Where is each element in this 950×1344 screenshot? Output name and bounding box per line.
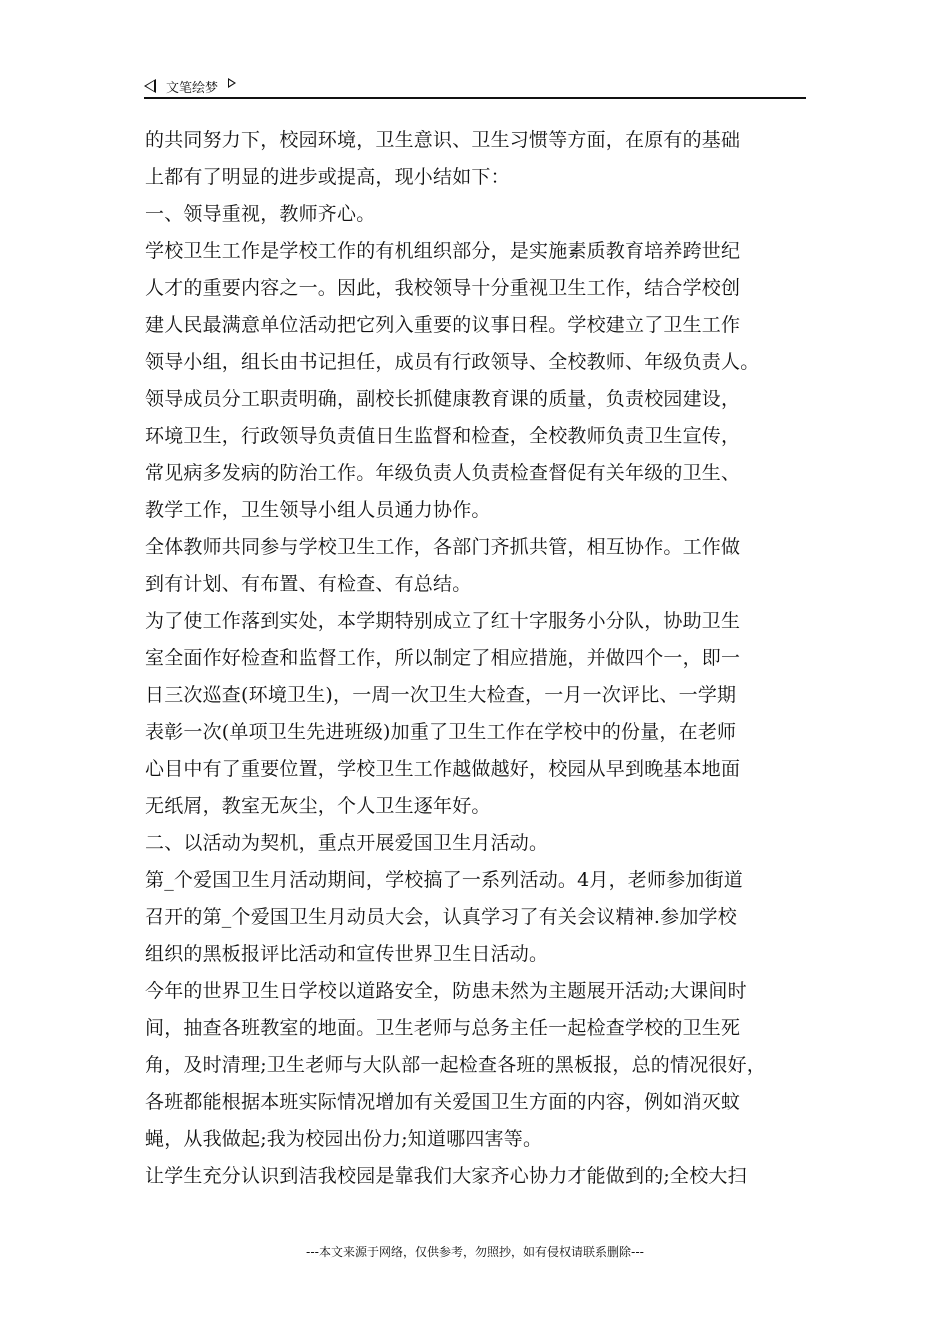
body-line: 让学生充分认识到洁我校园是靠我们大家齐心协力才能做到的;全校大扫 <box>145 1165 747 1187</box>
body-line: 各班都能根据本班实际情况增加有关爱国卫生方面的内容，例如消灭蚊 <box>145 1091 741 1113</box>
body-line: 为了使工作落到实处，本学期特别成立了红十字服务小分队，协助卫生 <box>145 610 741 632</box>
body-line: 人才的重要内容之一。因此，我校领导十分重视卫生工作，结合学校创 <box>145 277 741 299</box>
section-heading: 二、以活动为契机，重点开展爱国卫生月活动。 <box>145 832 549 854</box>
body-line: 的共同努力下，校园环境，卫生意识、卫生习惯等方面，在原有的基础 <box>145 129 741 151</box>
body-line: 全体教师共同参与学校卫生工作，各部门齐抓共管，相互协作。工作做 <box>145 536 741 558</box>
body-line: 常见病多发病的防治工作。年级负责人负责检查督促有关年级的卫生、 <box>145 462 741 484</box>
body-line: 建人民最满意单位活动把它列入重要的议事日程。学校建立了卫生工作 <box>145 314 741 336</box>
body-line: 教学工作，卫生领导小组人员通力协作。 <box>145 499 491 521</box>
body-line: 表彰一次(单项卫生先进班级)加重了卫生工作在学校中的份量，在老师 <box>145 721 737 743</box>
body-line: 角，及时清理;卫生老师与大队部一起检查各班的黑板报，总的情况很好， <box>145 1054 767 1076</box>
body-line: 领导小组，组长由书记担任，成员有行政领导、全校教师、年级负责人。 <box>145 351 760 373</box>
document-body <box>145 122 810 1195</box>
page-header <box>144 74 806 98</box>
page-footer: ---本文来源于网络，仅供参考，勿照抄，如有侵权请联系删除--- <box>306 1245 644 1259</box>
body-line: 蝇，从我做起;我为校园出份力;知道哪四害等。 <box>145 1128 543 1150</box>
triangle-right-outline-icon <box>228 78 236 88</box>
body-line: 心目中有了重要位置，学校卫生工作越做越好，校园从早到晚基本地面 <box>145 758 741 780</box>
header-divider <box>144 97 806 99</box>
body-line: 室全面作好检查和监督工作，所以制定了相应措施，并做四个一，即一 <box>145 647 741 669</box>
triangle-left-outline-icon <box>144 79 156 93</box>
body-line: 学校卫生工作是学校工作的有机组织部分，是实施素质教育培养跨世纪 <box>145 240 741 262</box>
section-heading: 一、领导重视，教师齐心。 <box>145 203 376 225</box>
body-line: 到有计划、有布置、有检查、有总结。 <box>145 573 472 595</box>
body-line: 第_个爱国卫生月活动期间，学校搞了一系列活动。4月，老师参加街道 <box>145 869 743 891</box>
body-line: 今年的世界卫生日学校以道路安全，防患未然为主题展开活动;大课间时 <box>145 980 747 1002</box>
body-line: 无纸屑，教室无灰尘，个人卫生逐年好。 <box>145 795 491 817</box>
body-line: 组织的黑板报评比活动和宣传世界卫生日活动。 <box>145 943 549 965</box>
body-line: 领导成员分工职责明确，副校长抓健康教育课的质量，负责校园建设， <box>145 388 741 410</box>
body-line: 日三次巡查(环境卫生)，一周一次卫生大检查，一月一次评比、一学期 <box>145 684 737 706</box>
body-line: 间，抽查各班教室的地面。卫生老师与总务主任一起检查学校的卫生死 <box>145 1017 741 1039</box>
body-line: 召开的第_个爱国卫生月动员大会，认真学习了有关会议精神.参加学校 <box>145 906 737 928</box>
header-title: 文笔绘梦 <box>166 80 219 96</box>
body-line: 环境卫生，行政领导负责值日生监督和检查，全校教师负责卫生宣传， <box>145 425 741 447</box>
body-line: 上都有了明显的进步或提高，现小结如下： <box>145 166 510 188</box>
